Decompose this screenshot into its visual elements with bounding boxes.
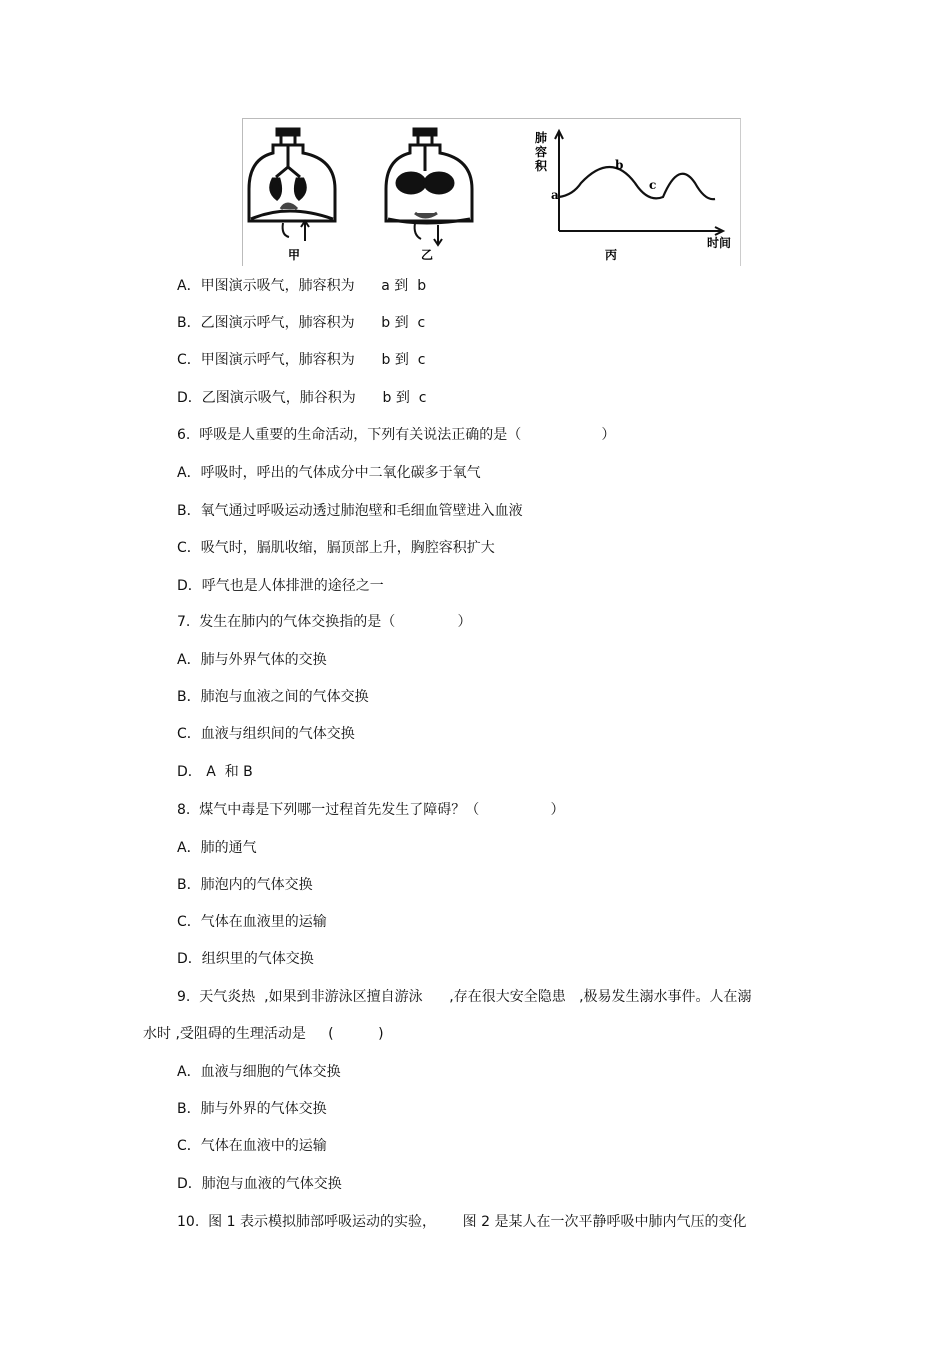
option-line: C．血液与组织间的气体交换 — [177, 726, 355, 742]
question-10: 10. 图 1 表示模拟肺部呼吸运动的实验， 图 2 是某人在一次平静呼吸中肺内气压的变化 — [177, 1214, 747, 1230]
question-7: 7. 发生在肺内的气体交换指的是（ ） — [177, 614, 472, 630]
option-line: D． A 和 B — [177, 764, 253, 780]
option-line: A．甲图演示吸气，肺容积为 a 到 b — [177, 278, 427, 294]
option-line: C．甲图演示呼气，肺容积为 b 到 c — [177, 352, 426, 368]
option-line: A．肺与外界气体的交换 — [177, 652, 327, 668]
bell-jar-jia — [249, 129, 335, 241]
question-6: 6. 呼吸是人重要的生命活动，下列有关说法正确的是（ ） — [177, 427, 616, 443]
question-8: 8. 煤气中毒是下列哪一过程首先发生了障碍？（ ） — [177, 802, 565, 818]
lung-model-figure — [242, 118, 741, 266]
option-line: A．呼吸时，呼出的气体成分中二氧化碳多于氧气 — [177, 465, 481, 481]
option-line: D．组织里的气体交换 — [177, 951, 314, 967]
lung-volume-graph — [555, 131, 723, 235]
question-9: 9. 天气炎热 ,如果到非游泳区擅自游泳 ,存在很大安全隐患 ,极易发生溺水事件。人在溺 — [177, 989, 752, 1005]
option-line: C．吸气时，膈肌收缩，膈顶部上升，胸腔容积扩大 — [177, 540, 495, 556]
graph-point-b: b — [615, 158, 624, 172]
graph-y-label-1: 肺 — [535, 131, 548, 145]
graph-point-c: c — [649, 178, 657, 192]
option-line: C．气体在血液中的运输 — [177, 1138, 327, 1154]
graph-y-label-2: 容 — [535, 145, 548, 159]
option-line: B．肺泡内的气体交换 — [177, 877, 313, 893]
option-line: D．肺泡与血液的气体交换 — [177, 1176, 342, 1192]
option-line: A．血液与细胞的气体交换 — [177, 1064, 341, 1080]
option-line: B．乙图演示呼气，肺容积为 b 到 c — [177, 315, 426, 331]
option-line: B．肺泡与血液之间的气体交换 — [177, 689, 369, 705]
graph-x-label: 时间 — [707, 236, 732, 250]
option-line: A．肺的通气 — [177, 840, 257, 856]
figure-label-jia: 甲 — [288, 248, 301, 262]
graph-y-label-3: 积 — [535, 159, 548, 173]
option-line: D．呼气也是人体排泄的途径之一 — [177, 578, 384, 594]
option-line: C．气体在血液里的运输 — [177, 914, 327, 930]
lung-model-diagram — [243, 119, 740, 266]
question-9-continued: 水时 ,受阻碍的生理活动是 ( ) — [143, 1026, 384, 1042]
option-line: B．氧气通过呼吸运动透过肺泡壁和毛细血管壁进入血液 — [177, 503, 523, 519]
option-line: D．乙图演示吸气，肺谷积为 b 到 c — [177, 390, 427, 406]
figure-label-bing: 丙 — [605, 248, 618, 262]
figure-label-yi: 乙 — [421, 248, 434, 262]
graph-point-a: a — [551, 188, 559, 202]
bell-jar-yi — [386, 129, 472, 245]
option-line: B．肺与外界的气体交换 — [177, 1101, 327, 1117]
